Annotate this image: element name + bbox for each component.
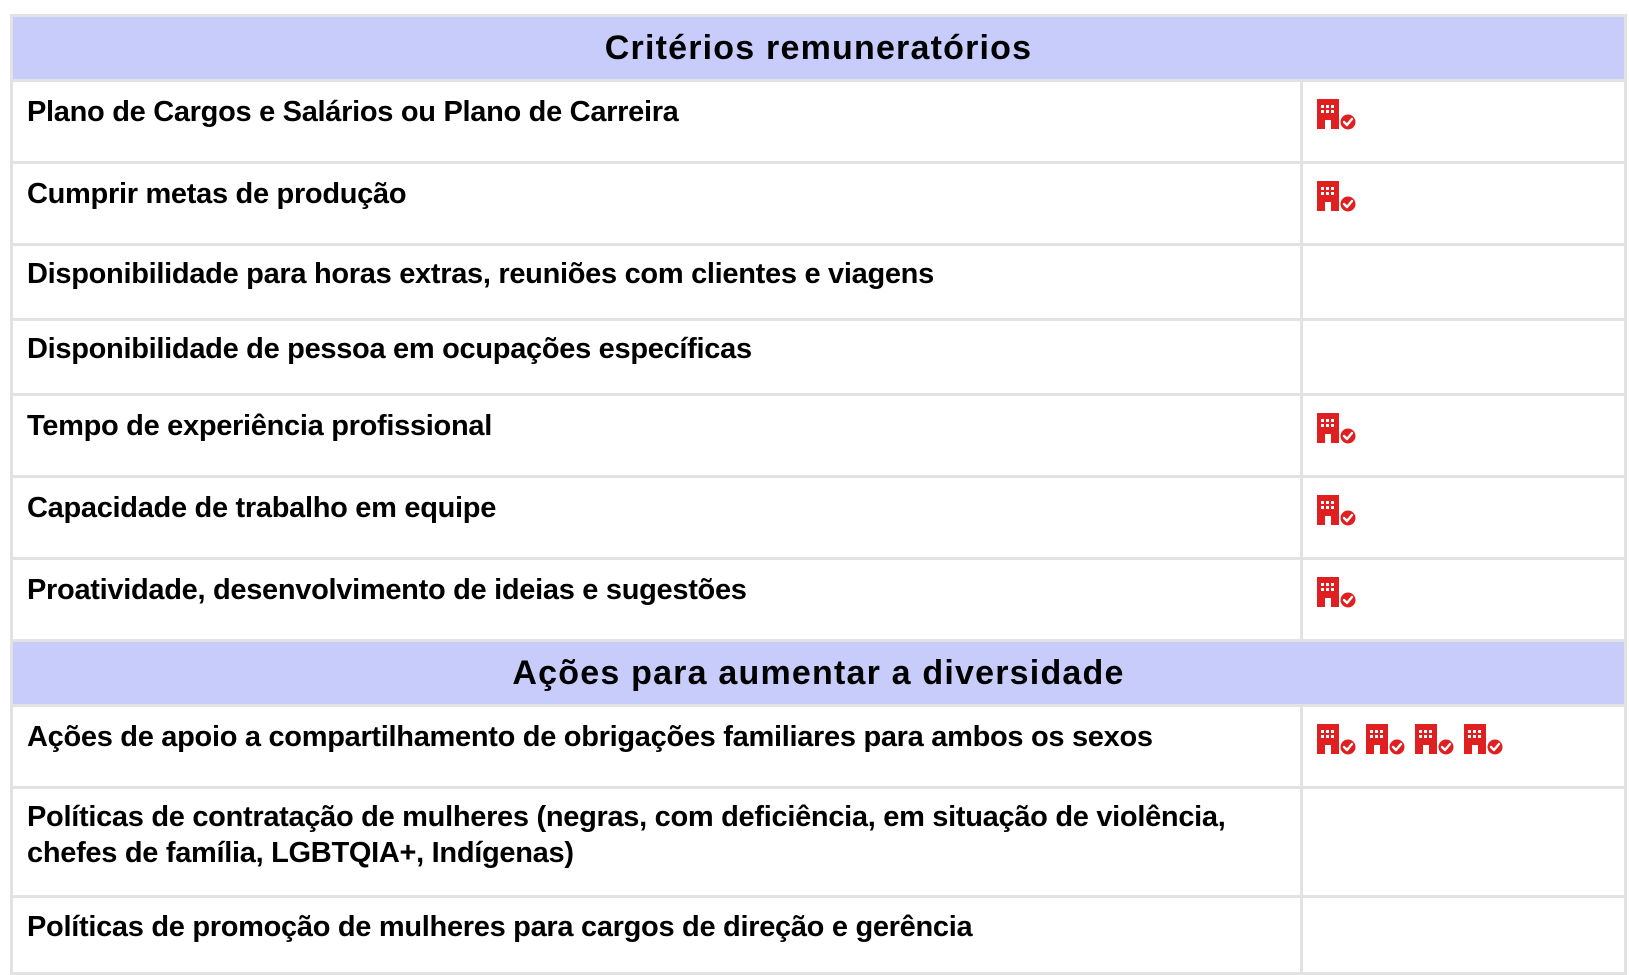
table-row bbox=[12, 163, 1626, 245]
building-check-icon bbox=[1316, 494, 1358, 531]
building-check-icon bbox=[1316, 412, 1358, 449]
table-row bbox=[12, 245, 1626, 320]
row-label: Ações de apoio a compartilhamento de obrigações familiares para ambos os sexos bbox=[12, 706, 1302, 788]
row-icons bbox=[1302, 897, 1626, 974]
row-label: Disponibilidade de pessoa em ocupações específicas bbox=[12, 320, 1302, 395]
table-row bbox=[12, 788, 1626, 897]
row-label: Tempo de experiência profissional bbox=[12, 395, 1302, 477]
section-header bbox=[12, 641, 1626, 706]
row-icons bbox=[1302, 395, 1626, 477]
row-label: Plano de Cargos e Salários ou Plano de Carreira bbox=[12, 81, 1302, 163]
building-check-icon bbox=[1365, 723, 1407, 760]
building-check-icon bbox=[1316, 98, 1358, 135]
table-row bbox=[12, 897, 1626, 974]
table-row bbox=[12, 559, 1626, 641]
building-check-icon bbox=[1463, 723, 1505, 760]
building-check-icon bbox=[1316, 576, 1358, 613]
table-row bbox=[12, 395, 1626, 477]
row-icons bbox=[1302, 788, 1626, 897]
section-header bbox=[12, 16, 1626, 81]
row-icons bbox=[1302, 477, 1626, 559]
row-label: Disponibilidade para horas extras, reuniões com clientes e viagens bbox=[12, 245, 1302, 320]
row-icons bbox=[1302, 320, 1626, 395]
building-check-icon bbox=[1316, 180, 1358, 217]
table-row bbox=[12, 320, 1626, 395]
table-row bbox=[12, 706, 1626, 788]
building-check-icon bbox=[1414, 723, 1456, 760]
table-row bbox=[12, 81, 1626, 163]
section-title: Critérios remuneratórios bbox=[12, 16, 1626, 81]
row-icons bbox=[1302, 559, 1626, 641]
row-icons bbox=[1302, 81, 1626, 163]
row-label: Proatividade, desenvolvimento de ideias e sugestões bbox=[12, 559, 1302, 641]
row-icons bbox=[1302, 706, 1626, 788]
building-check-icon bbox=[1316, 723, 1358, 760]
row-icons bbox=[1302, 163, 1626, 245]
row-label: Capacidade de trabalho em equipe bbox=[12, 477, 1302, 559]
section-title: Ações para aumentar a diversidade bbox=[12, 641, 1626, 706]
row-label: Políticas de promoção de mulheres para cargos de direção e gerência bbox=[12, 897, 1302, 974]
table-row bbox=[12, 477, 1626, 559]
criteria-table bbox=[10, 14, 1627, 975]
row-label: Cumprir metas de produção bbox=[12, 163, 1302, 245]
row-label: Políticas de contratação de mulheres (negras, com deficiência, em situação de violência, chefes de família, LGBTQIA+, Indígenas) bbox=[12, 788, 1302, 897]
row-icons bbox=[1302, 245, 1626, 320]
